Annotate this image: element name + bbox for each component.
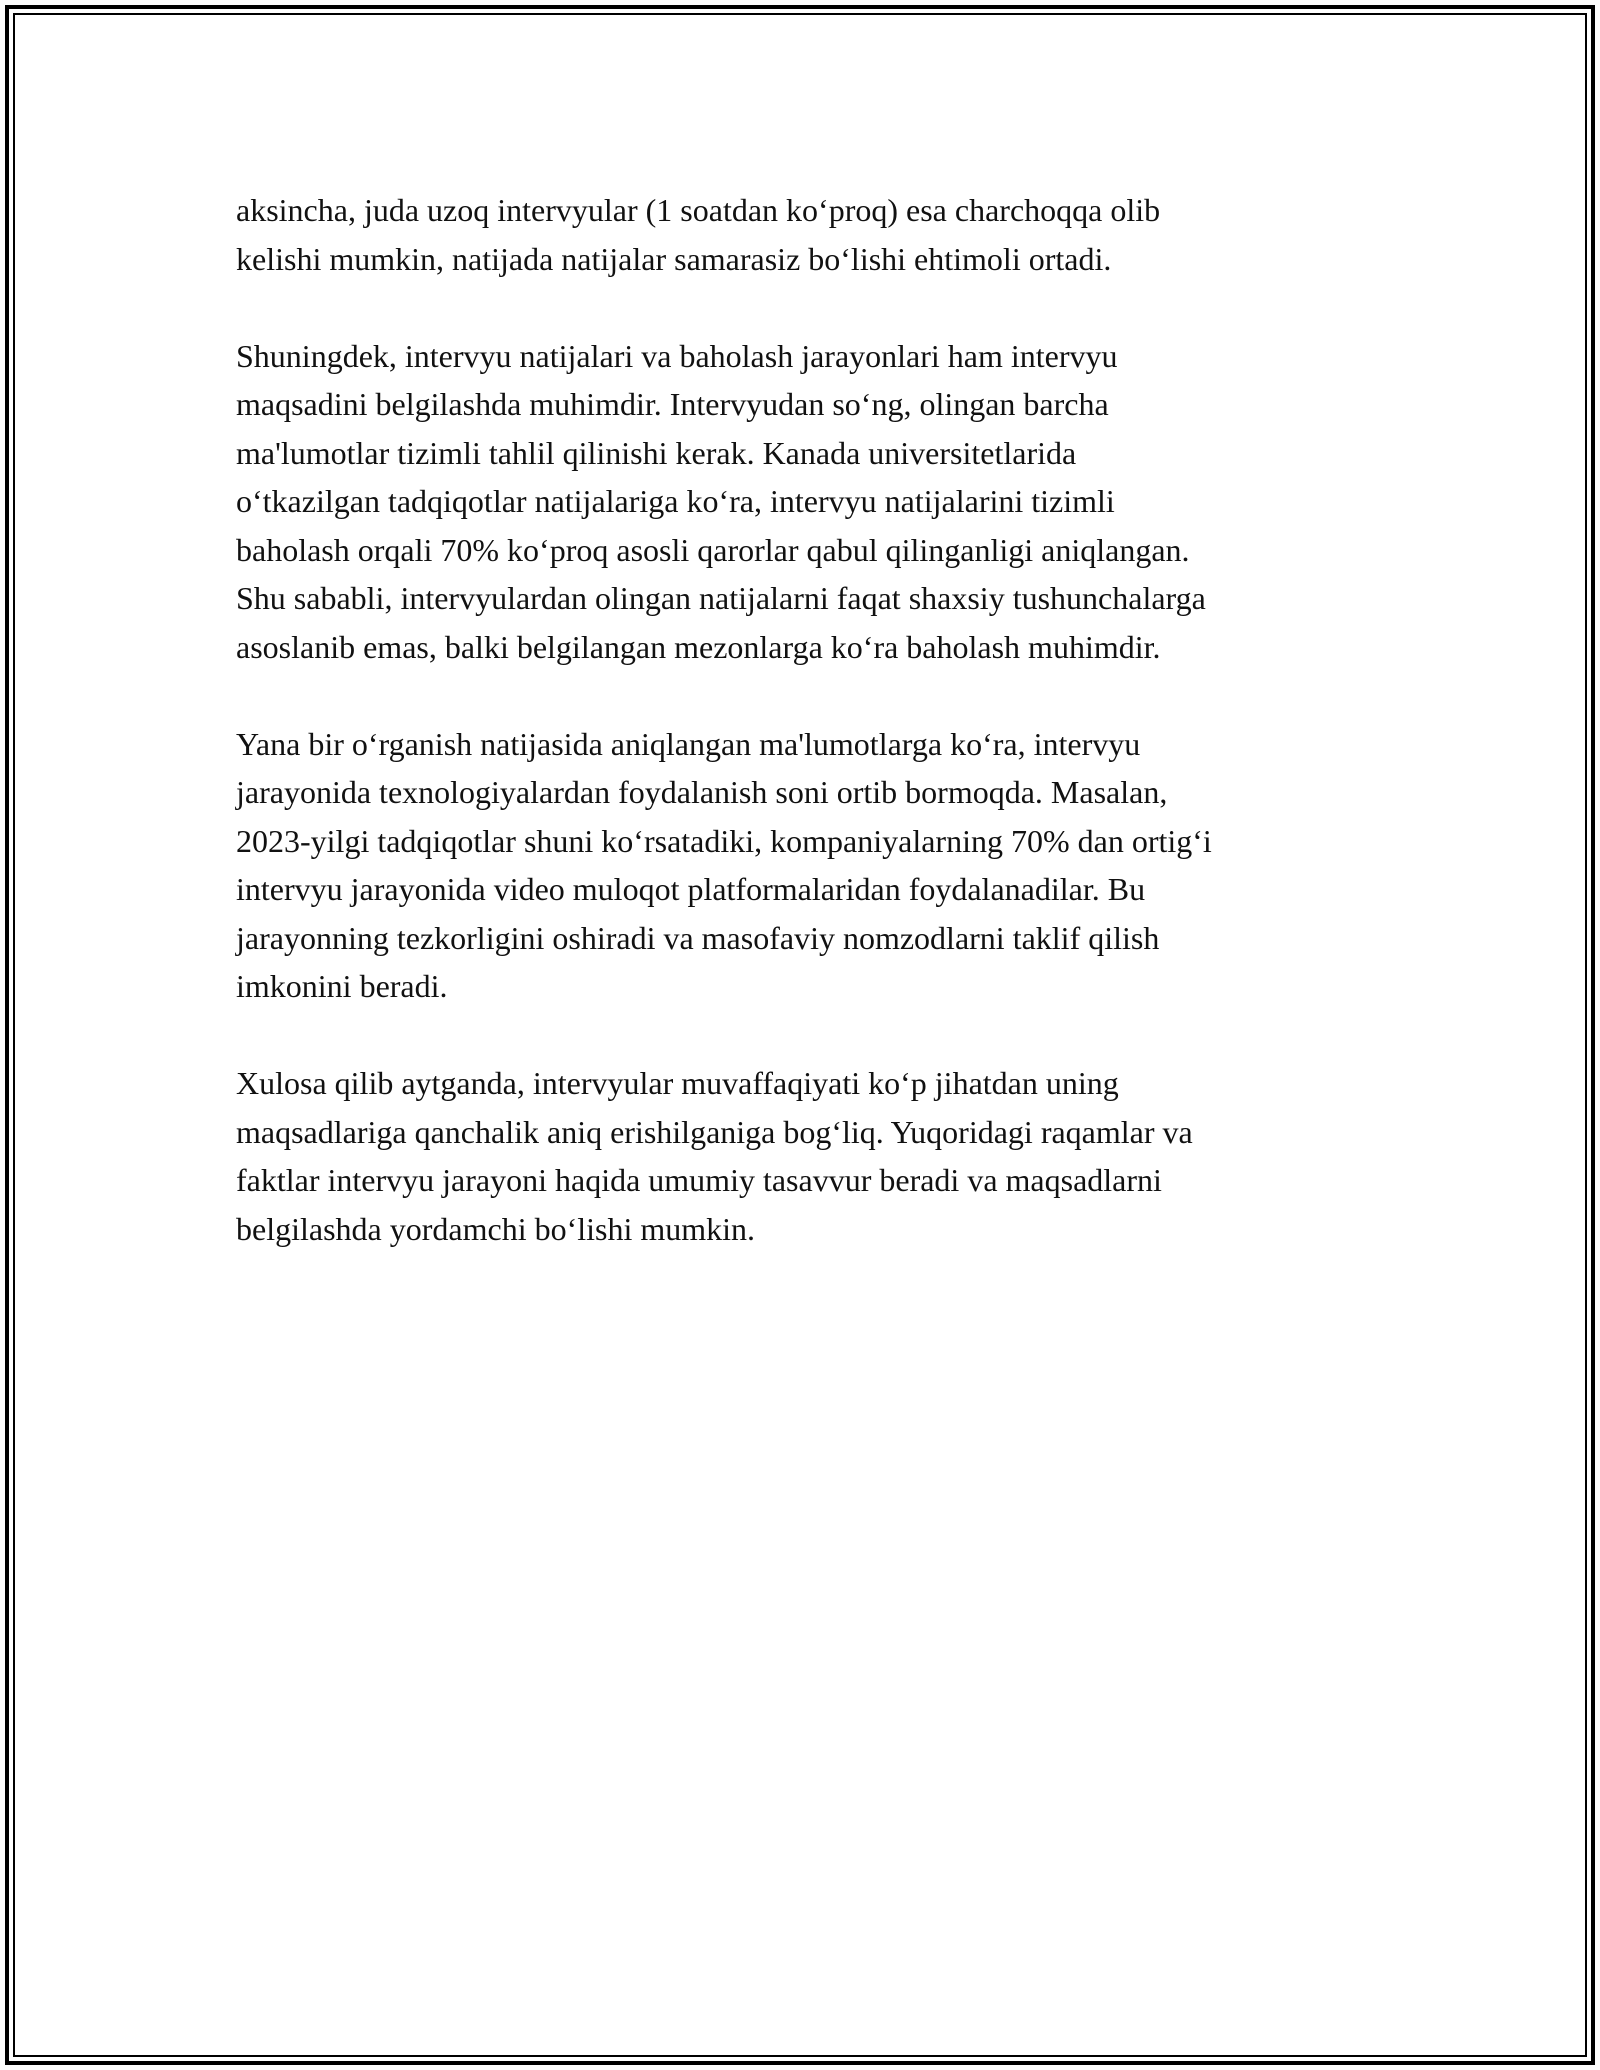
text-line: maqsadlariga qanchalik aniq erishilganiga bog‘liq. Yuqoridagi raqamlar va xyxy=(236,1113,1193,1150)
text-line: imkonini beradi. xyxy=(236,968,448,1004)
text-line: intervyu jarayonida video muloqot platformalaridan foydalanadilar. Bu xyxy=(236,871,1146,907)
text-line: asoslanib emas, balki belgilangan mezonlarga ko‘ra baholash muhimdir. xyxy=(236,628,1161,665)
text-line: Yana bir o‘rganish natijasida aniqlangan ma'lumotlarga ko‘ra, intervyu xyxy=(236,725,1141,762)
text-line: faktlar intervyu jarayoni haqida umumiy tasavvur beradi va maqsadlarni xyxy=(236,1162,1162,1198)
text-line: o‘tkazilgan tadqiqotlar natijalariga ko‘ra, intervyu natijalarini tizimli xyxy=(236,483,1115,519)
text-line: jarayonning tezkorligini oshiradi va masofaviy nomzodlarni taklif qilish xyxy=(236,919,1160,956)
paragraph-evaluation xyxy=(236,332,1406,672)
text-line: aksincha, juda uzoq intervyular (1 soatdan ko‘proq) esa charchoqqa olib xyxy=(236,192,1161,228)
text-line: Shuningdek, intervyu natijalari va baholash jarayonlari ham intervyu xyxy=(236,337,1118,374)
text-line: baholash orqali 70% ko‘proq asosli qarorlar qabul qilinganligi aniqlangan. xyxy=(236,531,1190,568)
text-line: ma'lumotlar tizimli tahlil qilinishi kerak. Kanada universitetlarida xyxy=(236,434,1077,471)
paragraph-interview-length xyxy=(236,186,1406,283)
text-line: belgilashda yordamchi bo‘lishi mumkin. xyxy=(236,1210,756,1247)
text-line: Xulosa qilib aytganda, intervyular muvaffaqiyati ko‘p jihatdan uning xyxy=(236,1065,1119,1101)
text-line: Shu sababli, intervyulardan olingan natijalarni faqat shaxsiy tushunchalarga xyxy=(236,580,1206,616)
text-line: 2023-yilgi tadqiqotlar shuni ko‘rsatadiki, kompaniyalarning 70% dan ortig‘i xyxy=(236,822,1212,859)
paragraph-technology xyxy=(236,720,1406,1011)
text-line: jarayonida texnologiyalardan foydalanish soni ortib bormoqda. Masalan, xyxy=(236,774,1168,810)
paragraph-conclusion xyxy=(236,1059,1406,1253)
text-line: kelishi mumkin, natijada natijalar samarasiz bo‘lishi ehtimoli ortadi. xyxy=(236,240,1112,277)
document-body xyxy=(236,186,1406,1302)
text-line: maqsadini belgilashda muhimdir. Intervyudan so‘ng, olingan barcha xyxy=(236,386,1109,422)
